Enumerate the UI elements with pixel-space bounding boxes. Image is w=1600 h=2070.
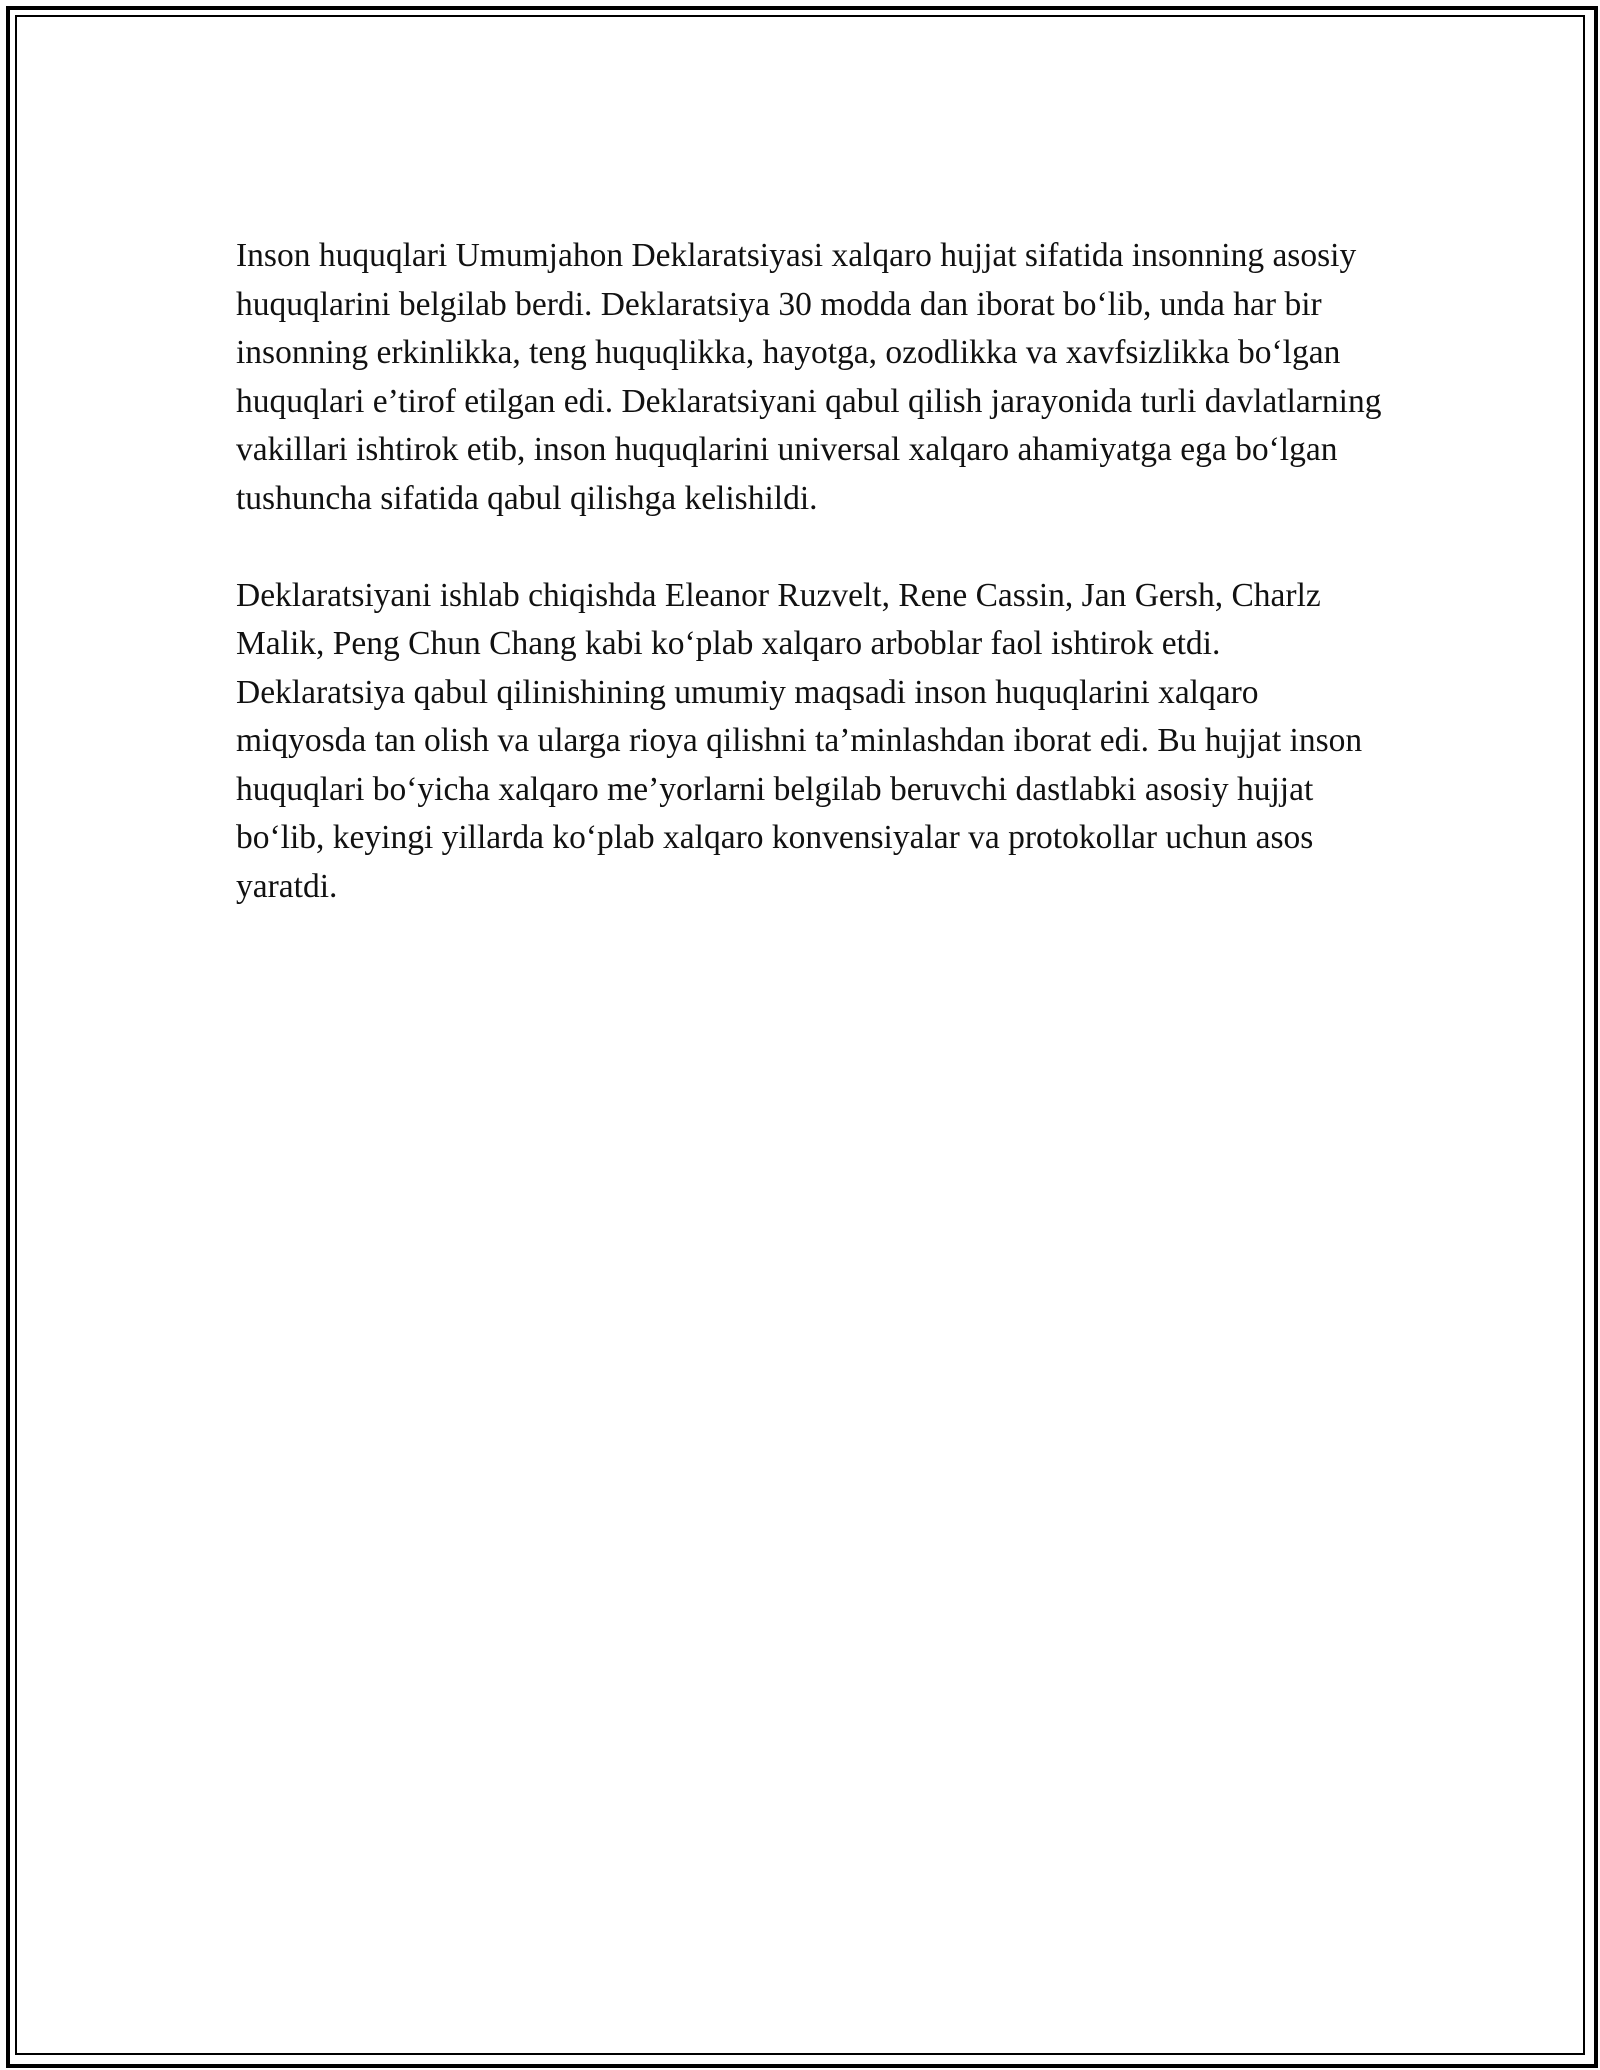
paragraph-2: Deklaratsiyani ishlab chiqishda Eleanor Ruzvelt, Rene Cassin, Jan Gersh, Charlz Malik, Peng Chun Chang kabi ko‘plab xalqaro arboblar faol ishtirok etdi. Deklaratsiya qabul qilinishining umumiy maqsadi inson huquqlarini xalqaro miqyosda tan olish va ularga rioya qilishni ta’minlashdan iborat edi. Bu hujjat inson huquqlari bo‘yicha xalqaro me’yorlarni belgilab beruvchi dastlabki asosiy hujjat bo‘lib, keyingi yillarda ko‘plab xalqaro konvensiyalar va protokollar uchun asos yaratdi. (236, 576, 1363, 905)
document-body (236, 232, 1396, 911)
paragraph-1: Inson huquqlari Umumjahon Deklaratsiyasi xalqaro hujjat sifatida insonning asosiy huquqlarini belgilab berdi. Deklaratsiya 30 modda dan iborat bo‘lib, unda har bir insonning erkinlikka, teng huquqlikka, hayotga, ozodlikka va xavfsizlikka bo‘lgan huquqlari e’tirof etilgan edi. Deklaratsiyani qabul qilish jarayonida turli davlatlarning vakillari ishtirok etib, inson huquqlarini universal xalqaro ahamiyatga ega bo‘lgan tushuncha sifatida qabul qilishga kelishildi. (236, 237, 1382, 517)
